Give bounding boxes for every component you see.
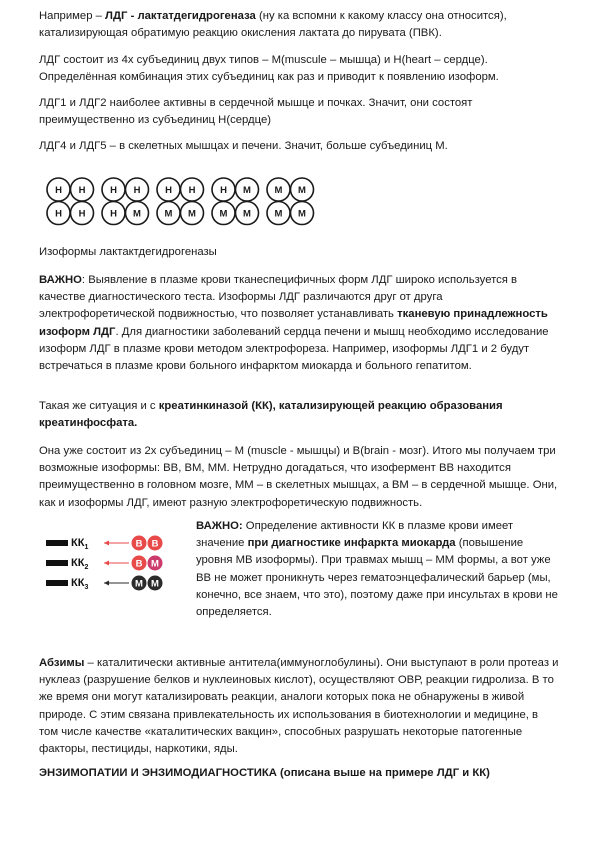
paragraph-ldh-intro [39, 8, 559, 42]
paragraph-important-ck [196, 518, 561, 621]
paragraph-ck-intro [39, 398, 559, 432]
subunit-label: Н [78, 185, 86, 196]
ck-subunit-label: M [151, 558, 159, 570]
gel-band [46, 580, 68, 586]
subunit-label: М [188, 208, 196, 220]
text: Определение активности КК в плазме крови имеет значение [196, 520, 514, 550]
paragraph-abzymes [39, 655, 559, 758]
text: : Выявление в плазме крови тканеспецифичных форм ЛДГ широко используется в качестве диагностического теста. Изоформы ЛДГ различаются друг от друга электрофоретической подвижностью, что позволяет устанавливать [39, 274, 518, 321]
paragraph-ldh12: ЛДГ1 и ЛДГ2 наиболее активны в сердечной мышце и почках. Значит, они состоят преимущественно из субъединиц Н(сердце) [39, 97, 473, 127]
subunit-label: М [133, 208, 141, 220]
text: – каталитически активные антитела(иммуноглобулины). Они выступают в роли протеаз и нуклеаз (разрушение белков и нуклеиновых кислот), осуществляют ОВР, реакции гидролиза. В то же время они могут катализировать реакции, аналоги которых пока не обнаружены в живой природе. С этим связана привлекательность их использования в биотехнологии и медицине, в том числе качестве «каталитических вакцин», способных разрушать некоторые патогенные факторы, пестициды, наркотики, яды. [39, 657, 559, 756]
ldh-isoform-4 [212, 178, 259, 225]
ck-band-label: $КК_3$ [71, 577, 89, 591]
ck-band-subscript: 3 [84, 584, 89, 591]
subunit-label: Н [78, 208, 86, 220]
ck-band-label: $КК_1$ [71, 537, 89, 551]
important-label: ВАЖНО: [196, 520, 243, 532]
text: Такая же ситуация и с [39, 400, 159, 412]
subunit-label: Н [165, 185, 172, 196]
ck-band-subscript: 2 [84, 564, 89, 571]
subunit-label: Н [220, 185, 227, 196]
subunit-label: М [274, 185, 283, 196]
arrow-head [104, 561, 109, 566]
ck-subunit-label: B [135, 538, 143, 550]
subunit-label: Н [110, 185, 117, 196]
ck-subunit-label: M [135, 578, 143, 590]
paragraph-ldh-subunits: ЛДГ состоит из 4х субъединиц двух типов – М(muscule – мышца) и Н(heart – сердце). Определённая комбинация этих субъединиц как раз и приводит к появлению изоформ. [39, 54, 499, 84]
subunit-label: Н [110, 208, 117, 220]
subunit-label: Н [188, 185, 196, 196]
ldh-term: ЛДГ - лактатдегидрогеназа [105, 10, 256, 22]
subunit-label: Н [55, 208, 62, 220]
arrow-head [104, 581, 109, 586]
subunit-label: Н [55, 185, 62, 196]
heading-text: ЭНЗИМОПАТИИ И ЭНЗИМОДИАГНОСТИКА (описана выше на примере ЛДГ и КК) [39, 767, 490, 779]
tissue-term: тканевую принадлежность изоформ ЛДГ [39, 308, 548, 338]
paragraph-ck-subunits: Она уже состоит из 2х субъединиц – М (muscle - мышцы) и В(brain - мозг). Итого мы получаем три возможные изоформы: ВВ, ВМ, ММ. Нетрудно догадаться, что изофермент ВВ находится преимущественно в головном мозге, ММ – в скелетных мышцах, а ВМ – в сердечной мышце. Они, как и изоформы ЛДГ, имеют разную электрофоретическую подвижность. [39, 445, 558, 509]
text: (повышение уровня МВ изоформы). При травмах мышц – ММ формы, а вот уже ВВ не может проникнуть через гематоэнцефалический барьер (мы, конечно, все знаем, что это), поэтому даже при инсультах в крови не определяется. [196, 537, 558, 619]
gel-band [46, 540, 68, 546]
paragraph-important-ldh [39, 272, 559, 375]
ldh-isoforms-figure [44, 176, 344, 228]
ldh-isoform-3 [157, 178, 204, 225]
isoforms-caption: Изоформы лактактдегидрогеназы [39, 246, 217, 258]
ldh-isoform-2 [102, 178, 149, 225]
ck-band-subscript: 1 [84, 544, 89, 551]
subunit-label: М [243, 185, 251, 196]
subunit-label: Н [133, 185, 141, 196]
ck-subunit-label: B [135, 558, 143, 570]
ck-band-label: $КК_2$ [71, 557, 89, 571]
ck-subunit-label: M [151, 578, 159, 590]
important-label: ВАЖНО [39, 274, 82, 286]
subunit-label: М [164, 208, 173, 220]
ck-subunit-label: B [151, 538, 159, 550]
abzymes-term: Абзимы [39, 657, 85, 669]
subunit-label: М [274, 208, 283, 220]
ck-term: креатинкиназой (КК), катализирующей реакцию образования креатинфосфата. [39, 400, 503, 430]
infarction-term: при диагностике инфаркта миокарда [247, 537, 456, 550]
subunit-label: М [243, 208, 251, 220]
ck-electrophoresis-figure [38, 528, 188, 628]
ldh-isoform-5 [267, 178, 314, 225]
text: Например – [39, 10, 106, 22]
subunit-label: М [298, 208, 306, 220]
subunit-label: М [219, 208, 228, 220]
ldh-isoform-1 [47, 178, 94, 225]
subunit-label: М [298, 185, 306, 196]
text: (ну ка вспомни к какому классу она относится), катализирующая обратимую реакцию окисления лактата до пирувата (ПВК). [39, 10, 507, 40]
arrow-head [104, 541, 109, 546]
text: . Для диагностики заболеваний сердца печени и мышц необходимо исследование изоформ ЛДГ в плазме крови методом электрофореза. Например, изоформы ЛДГ1 и 2 будут встречаться в плазме крови больного инфарктом миокарда и больного гепатитом. [39, 325, 549, 373]
section-heading-enzymopathies [39, 765, 559, 782]
gel-band [46, 560, 68, 566]
paragraph-ldh45: ЛДГ4 и ЛДГ5 – в скелетных мышцах и печени. Значит, больше субъединиц М. [39, 140, 448, 152]
